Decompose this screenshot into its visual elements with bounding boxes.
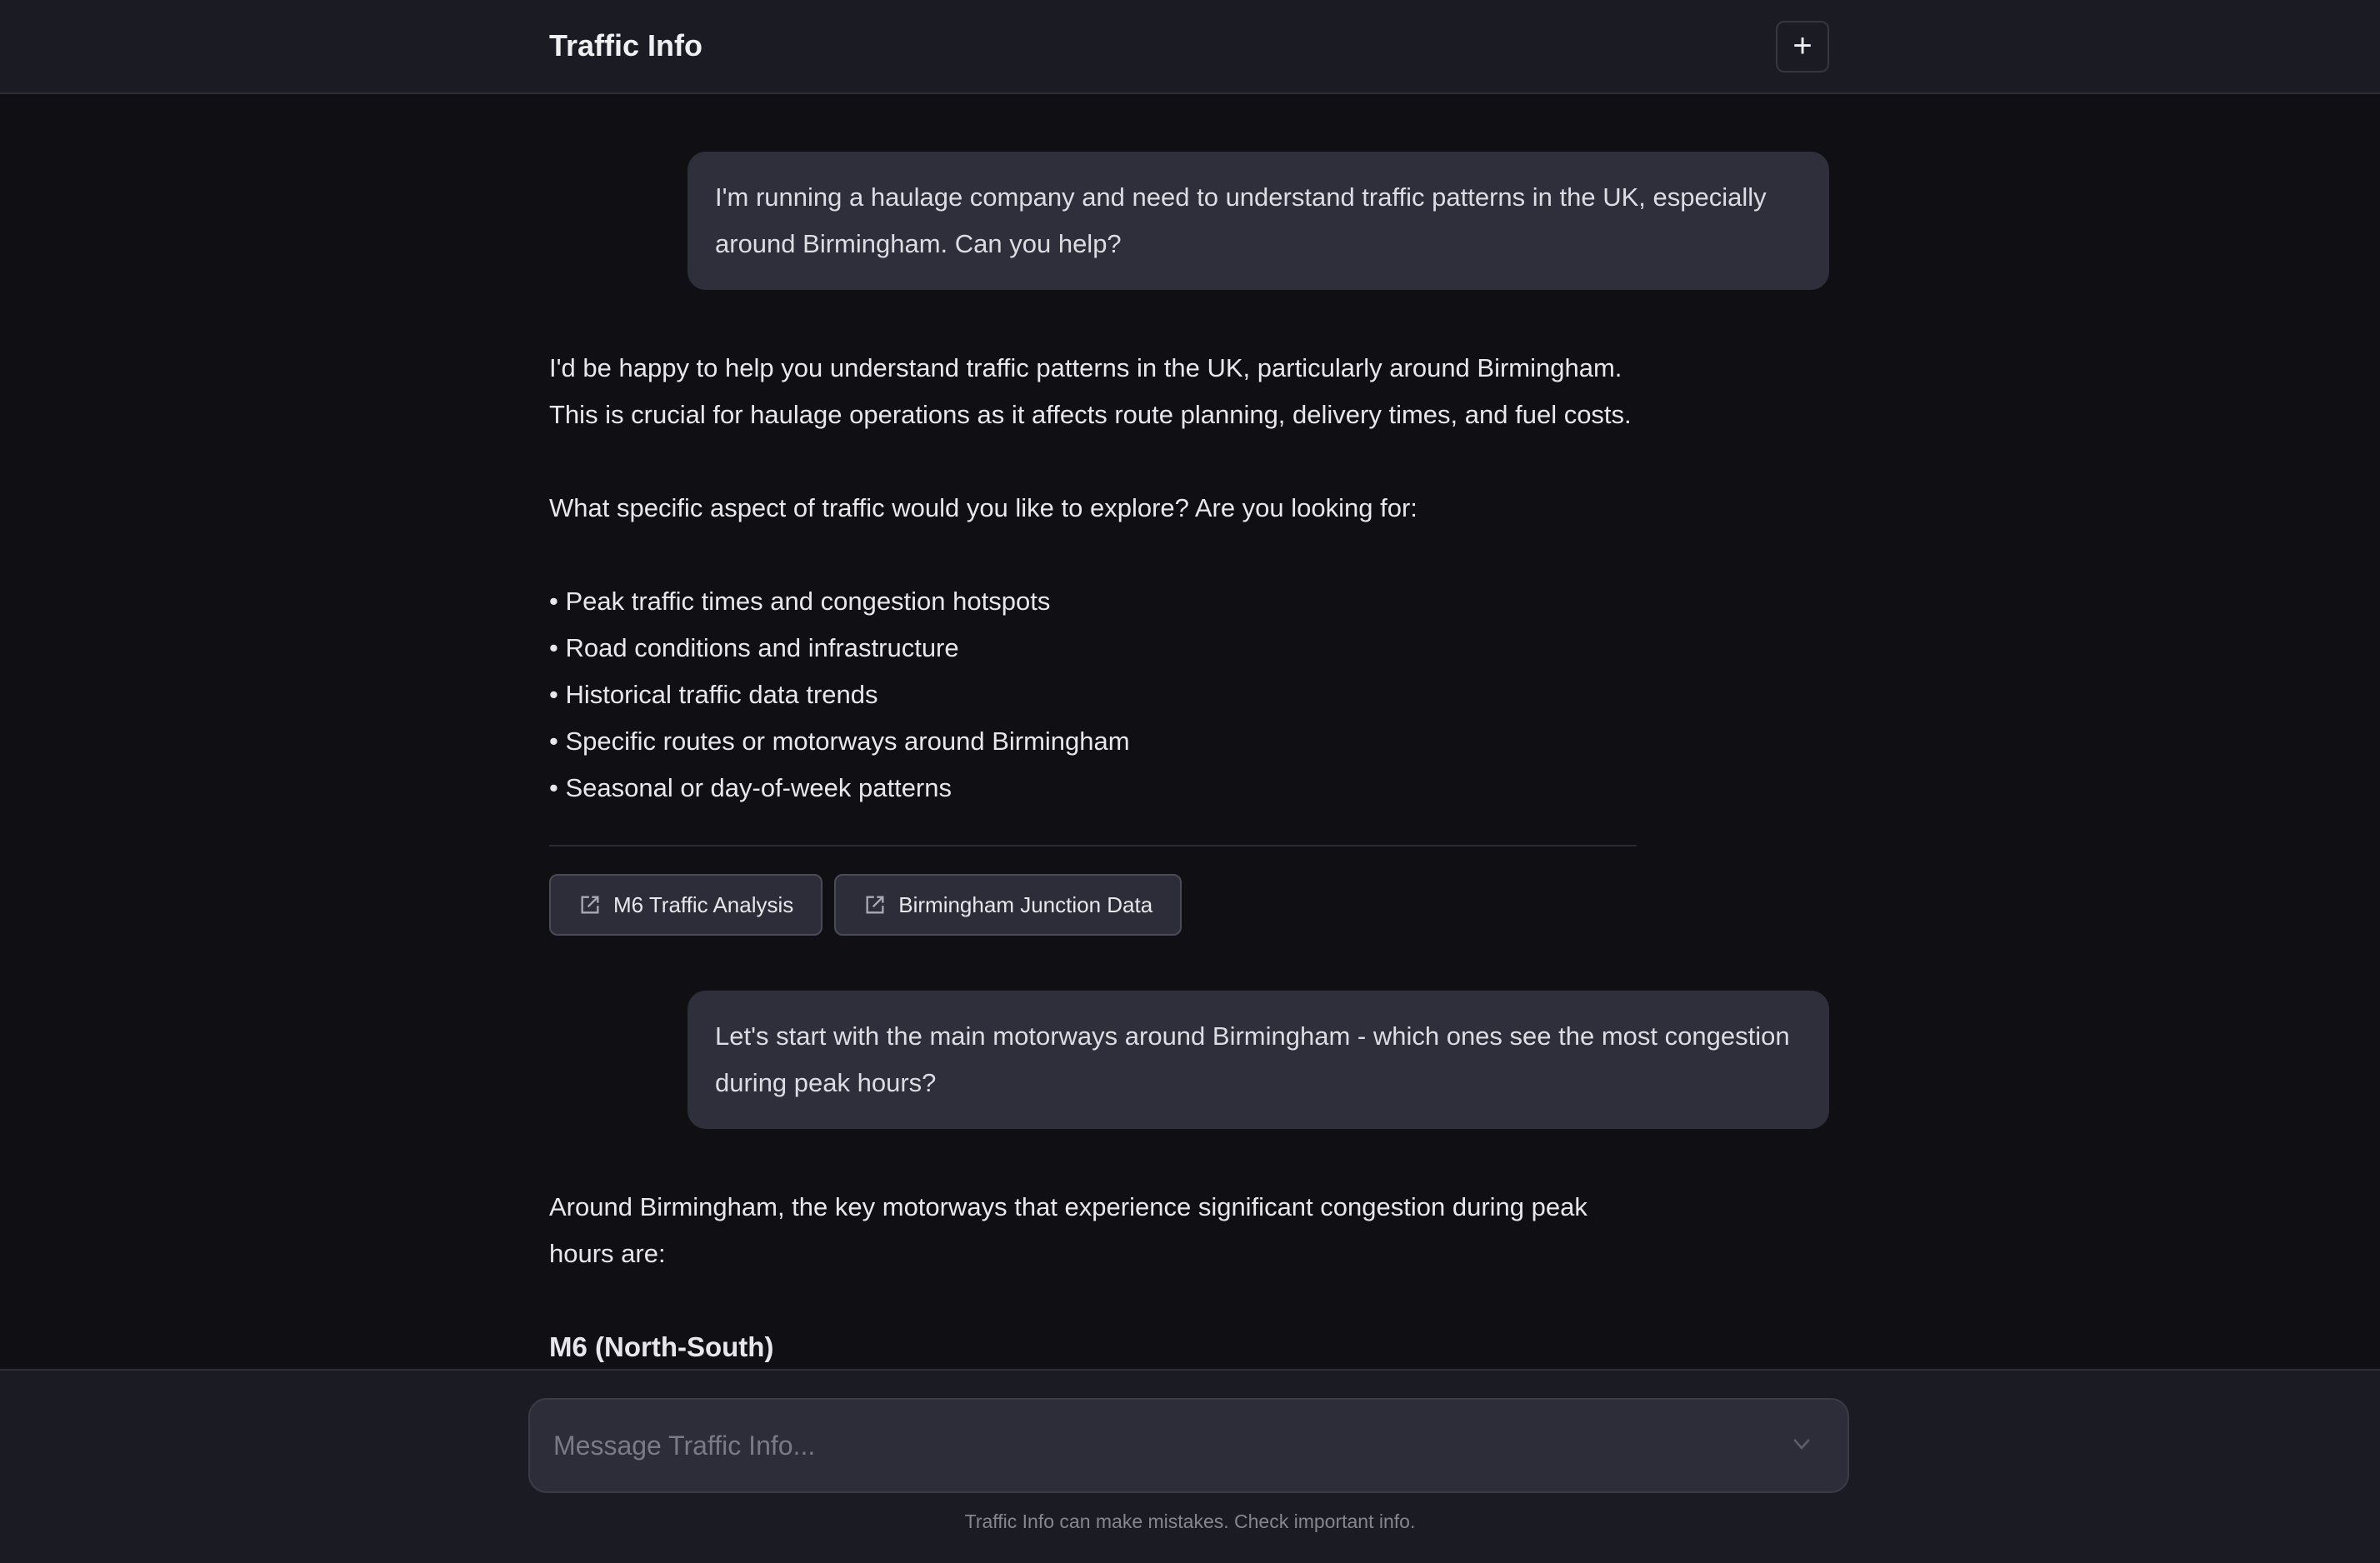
chevron-down-icon[interactable] — [1789, 1431, 1814, 1456]
source-links — [549, 874, 1829, 936]
link-birmingham-junction-data[interactable] — [834, 874, 1182, 936]
message-column — [549, 152, 1829, 1369]
chat-scroll-area[interactable] — [0, 96, 2380, 1369]
assistant-message — [549, 345, 1641, 811]
list-item: • Road conditions and infrastructure — [549, 633, 959, 662]
assistant-paragraph: Around Birmingham, the key motorways that experience significant congestion during peak hours are: — [549, 1192, 1588, 1268]
user-message: Let's start with the main motorways around Birmingham - which ones see the most congestion during peak hours? — [688, 991, 1829, 1129]
external-link-icon — [578, 893, 602, 916]
page-title: Traffic Info — [549, 28, 703, 62]
list-item: • Seasonal or day-of-week patterns — [549, 773, 952, 802]
list-item: • Peak traffic times and congestion hotspots — [549, 587, 1051, 616]
list-item: • Historical traffic data trends — [549, 680, 878, 709]
composer-area — [0, 1369, 2380, 1563]
assistant-paragraph: I'd be happy to help you understand traffic patterns in the UK, particularly around Birmingham. This is crucial for haulage operations as it affects route planning, delivery times, and fuel costs. — [549, 353, 1632, 429]
user-message: I'm running a haulage company and need to understand traffic patterns in the UK, especially around Birmingham. Can you help? — [688, 152, 1829, 290]
message-box[interactable] — [528, 1398, 1849, 1493]
message-input[interactable] — [553, 1400, 1762, 1491]
header — [0, 0, 2380, 94]
link-m6-traffic-analysis[interactable] — [549, 874, 822, 936]
list-item: • Specific routes or motorways around Birmingham — [549, 727, 1130, 756]
disclaimer: Traffic Info can make mistakes. Check important info. — [964, 1511, 1416, 1532]
link-label: M6 Traffic Analysis — [613, 891, 794, 917]
assistant-message — [549, 1184, 1641, 1369]
external-link-icon — [863, 893, 887, 916]
link-label: Birmingham Junction Data — [898, 891, 1153, 917]
assistant-paragraph: What specific aspect of traffic would you like to explore? Are you looking for: — [549, 493, 1418, 522]
divider — [549, 845, 1637, 846]
section-heading: M6 (North-South) — [549, 1331, 774, 1362]
bullet-list — [549, 578, 1641, 811]
new-chat-button[interactable]: + — [1776, 21, 1829, 72]
